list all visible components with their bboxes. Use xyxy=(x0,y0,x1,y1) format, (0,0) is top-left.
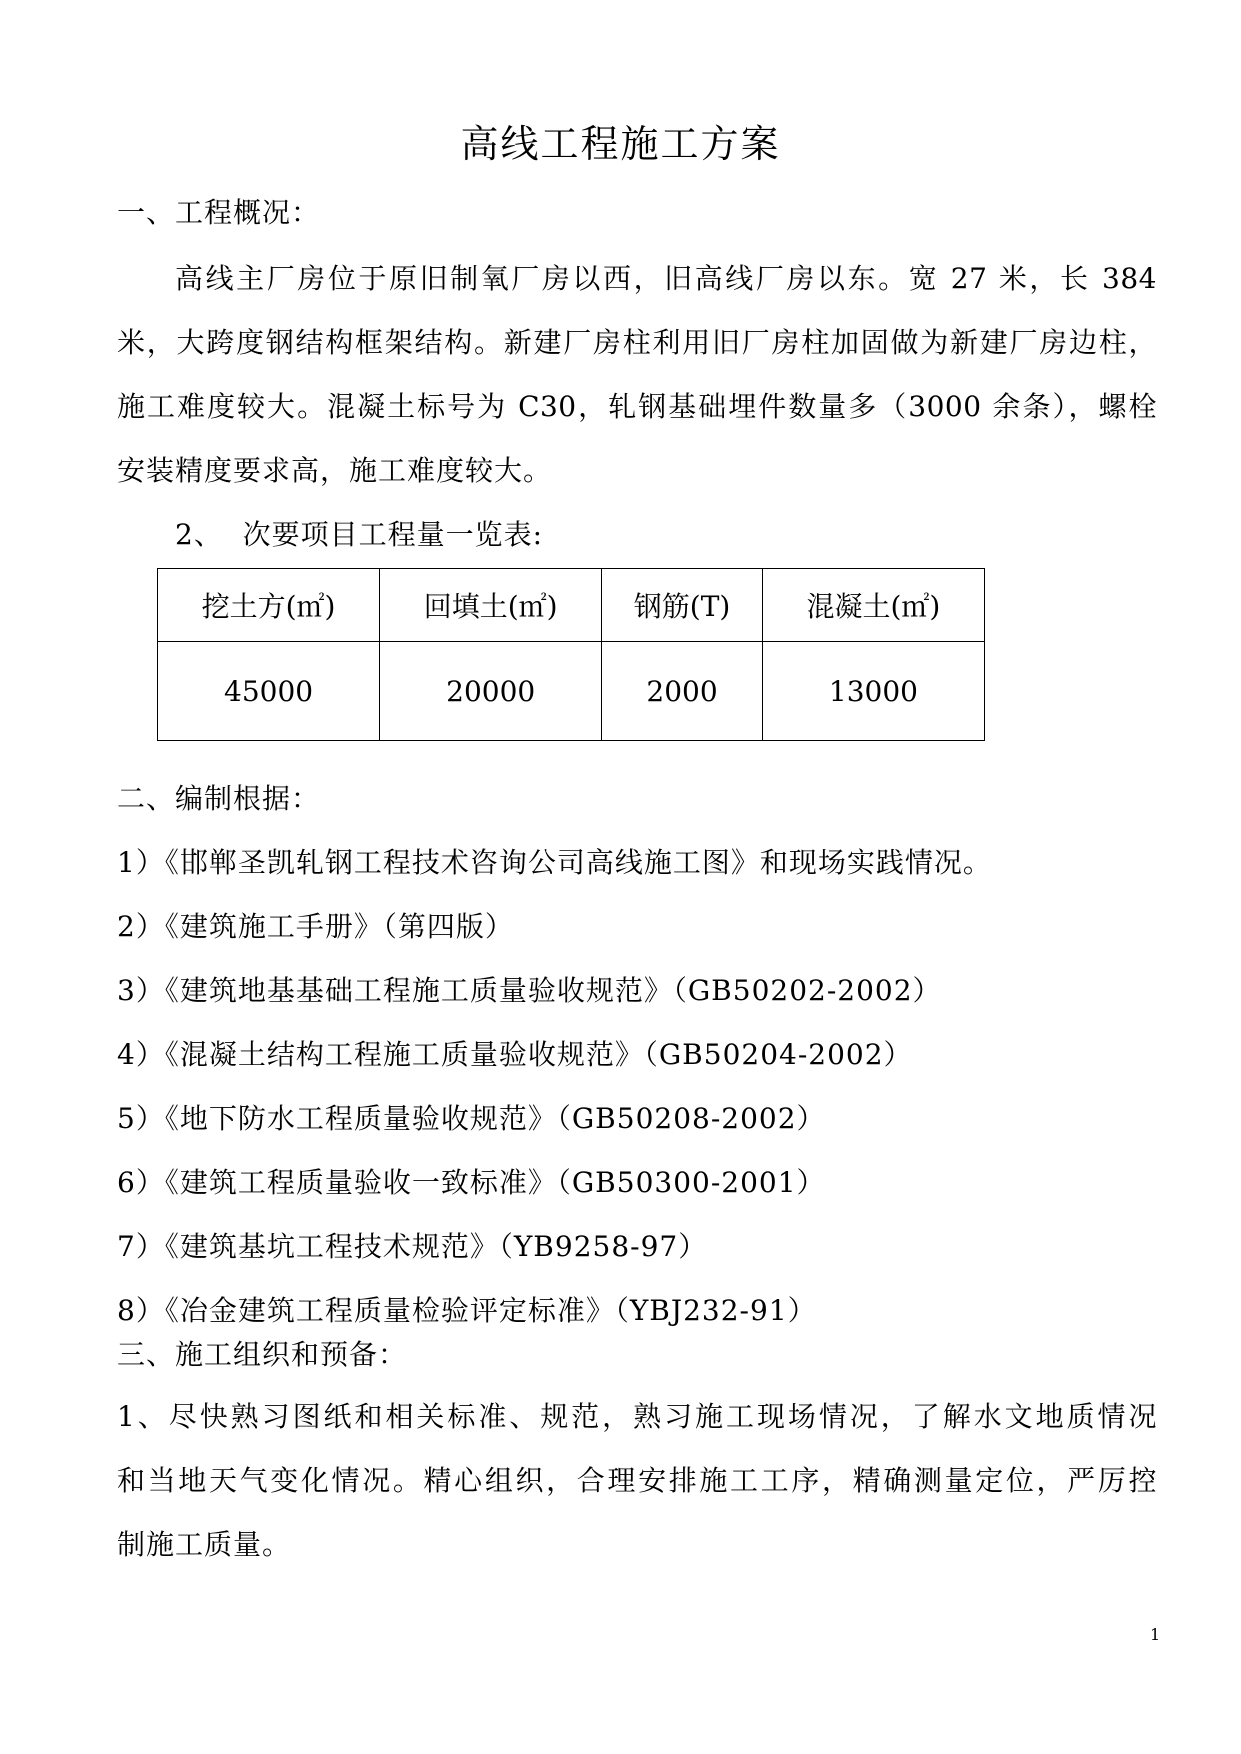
table-cell: 20000 xyxy=(380,642,602,741)
section-3-para-line: 制施工质量。 xyxy=(117,1528,292,1561)
section-3-heading: 三、施工组织和预备： xyxy=(117,1338,408,1371)
reference-item: 6）《建筑工程质量验收一致标准》（GB50300-2001） xyxy=(117,1166,826,1199)
reference-item: 2）《建筑施工手册》（第四版） xyxy=(117,910,514,943)
table-cell: 13000 xyxy=(762,642,984,741)
table-cell: 45000 xyxy=(158,642,380,741)
table-header-cell: 回填土(㎡) xyxy=(380,569,602,642)
table-row xyxy=(158,642,985,741)
section-1-para-line: 施工难度较大。混凝土标号为 C30，轧钢基础埋件数量多（3000 余条），螺栓 xyxy=(117,390,1157,423)
table-header-cell: 钢筋(T) xyxy=(602,569,763,642)
section-1-para-line: 高线主厂房位于原旧制氧厂房以西，旧高线厂房以东。宽 27 米，长 384 xyxy=(175,262,1157,295)
table-header-row xyxy=(158,569,985,642)
section-1-para-line: 安装精度要求高，施工难度较大。 xyxy=(117,454,553,487)
table-header-cell: 挖土方(㎡) xyxy=(158,569,380,642)
page-number: 1 xyxy=(1150,1625,1161,1644)
table-caption: 2、 次要项目工程量一览表: xyxy=(175,518,544,551)
table-header-cell: 混凝土(㎡) xyxy=(762,569,984,642)
section-1-para-line: 米，大跨度钢结构框架结构。新建厂房柱利用旧厂房柱加固做为新建厂房边柱， xyxy=(117,326,1157,359)
reference-item: 1）《邯郸圣凯轧钢工程技术咨询公司高线施工图》和现场实践情况。 xyxy=(117,846,992,879)
reference-item: 7）《建筑基坑工程技术规范》（YB9258-97） xyxy=(117,1230,708,1263)
reference-item: 5）《地下防水工程质量验收规范》（GB50208-2002） xyxy=(117,1102,826,1135)
section-1-heading: 一、工程概况： xyxy=(117,196,321,229)
quantity-table xyxy=(157,568,985,741)
document-title: 高线工程施工方案 xyxy=(460,122,781,166)
reference-item: 8）《冶金建筑工程质量检验评定标准》（YBJ232-91） xyxy=(117,1294,817,1327)
reference-item: 4）《混凝土结构工程施工质量验收规范》（GB50204-2002） xyxy=(117,1038,913,1071)
table-cell: 2000 xyxy=(602,642,763,741)
reference-item: 3）《建筑地基基础工程施工质量验收规范》（GB50202-2002） xyxy=(117,974,942,1007)
section-2-heading: 二、编制根据： xyxy=(117,782,321,815)
section-3-para-line: 1、尽快熟习图纸和相关标准、规范，熟习施工现场情况，了解水文地质情况 xyxy=(117,1400,1157,1433)
section-3-para-line: 和当地天气变化情况。精心组织，合理安排施工工序，精确测量定位，严厉控 xyxy=(117,1464,1157,1497)
